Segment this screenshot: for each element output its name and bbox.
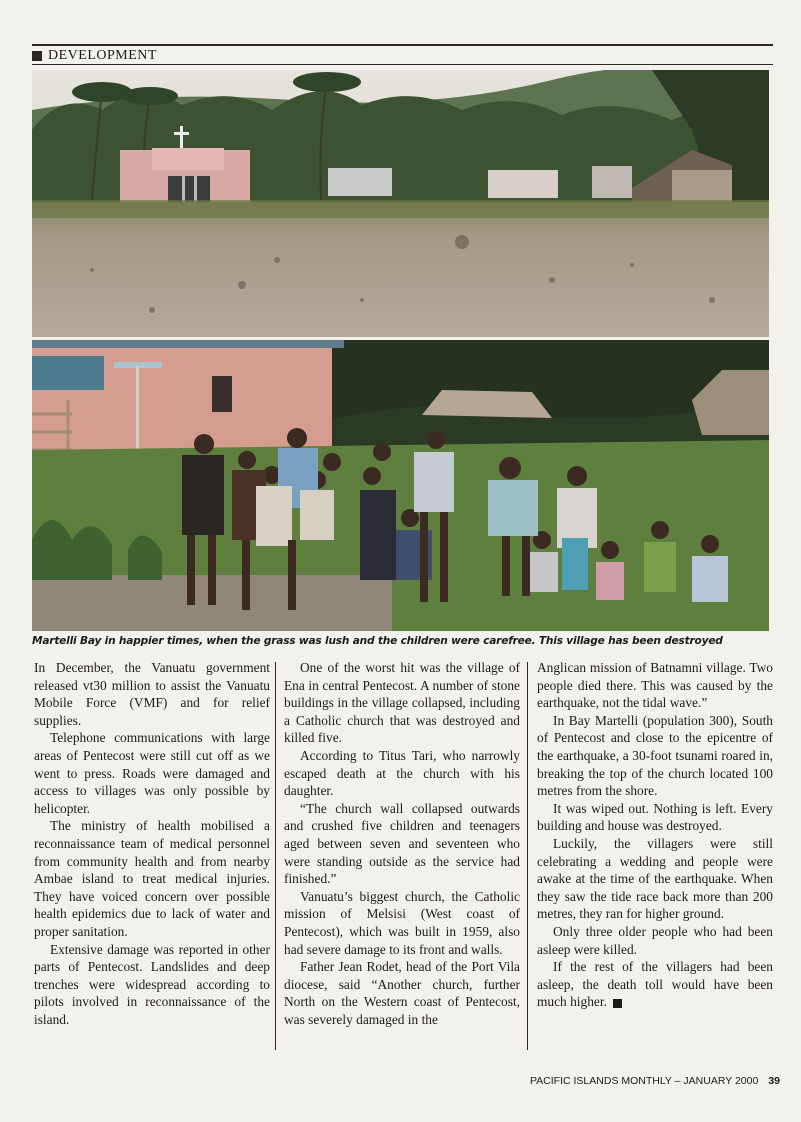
- paragraph: In December, the Vanuatu government released vt30 million to assist the Vanuatu Mobile Force (VMF) and for relief supplies.: [34, 660, 270, 728]
- children-group-photo: [32, 340, 769, 631]
- paragraph: Only three older people who had been asleep were killed.: [537, 923, 773, 957]
- page-number: 39: [768, 1075, 780, 1087]
- paragraph: In Bay Martelli (population 300), South of Pentecost and close to the epicentre of the earthquake, a 30-foot tsunami roared in, breaking the top of the church located 100 metres from the shore.: [537, 712, 773, 799]
- header-rule: [32, 64, 773, 65]
- paragraph: Telephone communications with large areas of Pentecost were still cut off as we went to press. Roads were damaged and access to villages was only possible by helicopter.: [34, 730, 270, 816]
- page-footer: [520, 1075, 780, 1087]
- paragraph: One of the worst hit was the village of Ena in central Pentecost. A number of stone buildings in the village collapsed, including a Catholic church that was destroyed and killed five.: [284, 660, 520, 746]
- section-header: [32, 44, 773, 64]
- village-landscape-photo: [32, 70, 769, 337]
- paragraph: Extensive damage was reported in other parts of Pentecost. Landslides and deep trenches were widespread according to pilots involved in reconnaissance of the island.: [34, 941, 270, 1027]
- paragraph-text: If the rest of the villagers had been asleep, the death toll would have been much higher.: [537, 959, 773, 1010]
- section-marker-icon: [32, 51, 42, 61]
- column-divider: [527, 662, 528, 1050]
- article-column-3: [537, 659, 773, 1011]
- paragraph: Father Jean Rodet, head of the Port Vila diocese, said “Another church, further North on the Western coast of Pentecost, was severely damaged in the: [284, 959, 520, 1027]
- paragraph: “The church wall collapsed outwards and crushed five children and teenagers aged between seven and seventeen who were standing outside as the service had finished.”: [284, 800, 520, 887]
- paragraph: The ministry of health mobilised a reconnaissance team of medical personnel from community health and from nearby Ambae island to treat medical injuries. They have voiced concern over possible health epidemics due to lack of water and proper sanitation.: [34, 818, 270, 939]
- paragraph: Anglican mission of Batnamni village. Two people died there. This was caused by the earthquake, not the tidal wave.”: [537, 660, 773, 711]
- column-divider: [275, 662, 276, 1050]
- paragraph: According to Titus Tari, who narrowly escaped death at the church with his daughter.: [284, 747, 520, 799]
- article-column-2: [284, 659, 520, 1028]
- photo-caption: Martelli Bay in happier times, when the grass was lush and the children were carefree. This village has been destroyed: [32, 635, 723, 647]
- end-mark-icon: [613, 999, 622, 1008]
- paragraph: Luckily, the villagers were still celebrating a wedding and people were awake at the time of the earthquake. When they saw the tide race back more than 200 metres, they ran for higher ground.: [537, 835, 773, 922]
- section-title: DEVELOPMENT: [48, 48, 157, 63]
- article-column-1: [34, 659, 270, 1028]
- paragraph: It was wiped out. Nothing is left. Every building and house was destroyed.: [537, 800, 773, 834]
- publication-name: PACIFIC ISLANDS MONTHLY – JANUARY 2000: [529, 1075, 759, 1087]
- paragraph-last: [537, 958, 773, 1011]
- paragraph: Vanuatu’s biggest church, the Catholic mission of Melsisi (West coast of Pentecost), which was built in 1959, also had severe damage to its front and walls.: [284, 888, 520, 957]
